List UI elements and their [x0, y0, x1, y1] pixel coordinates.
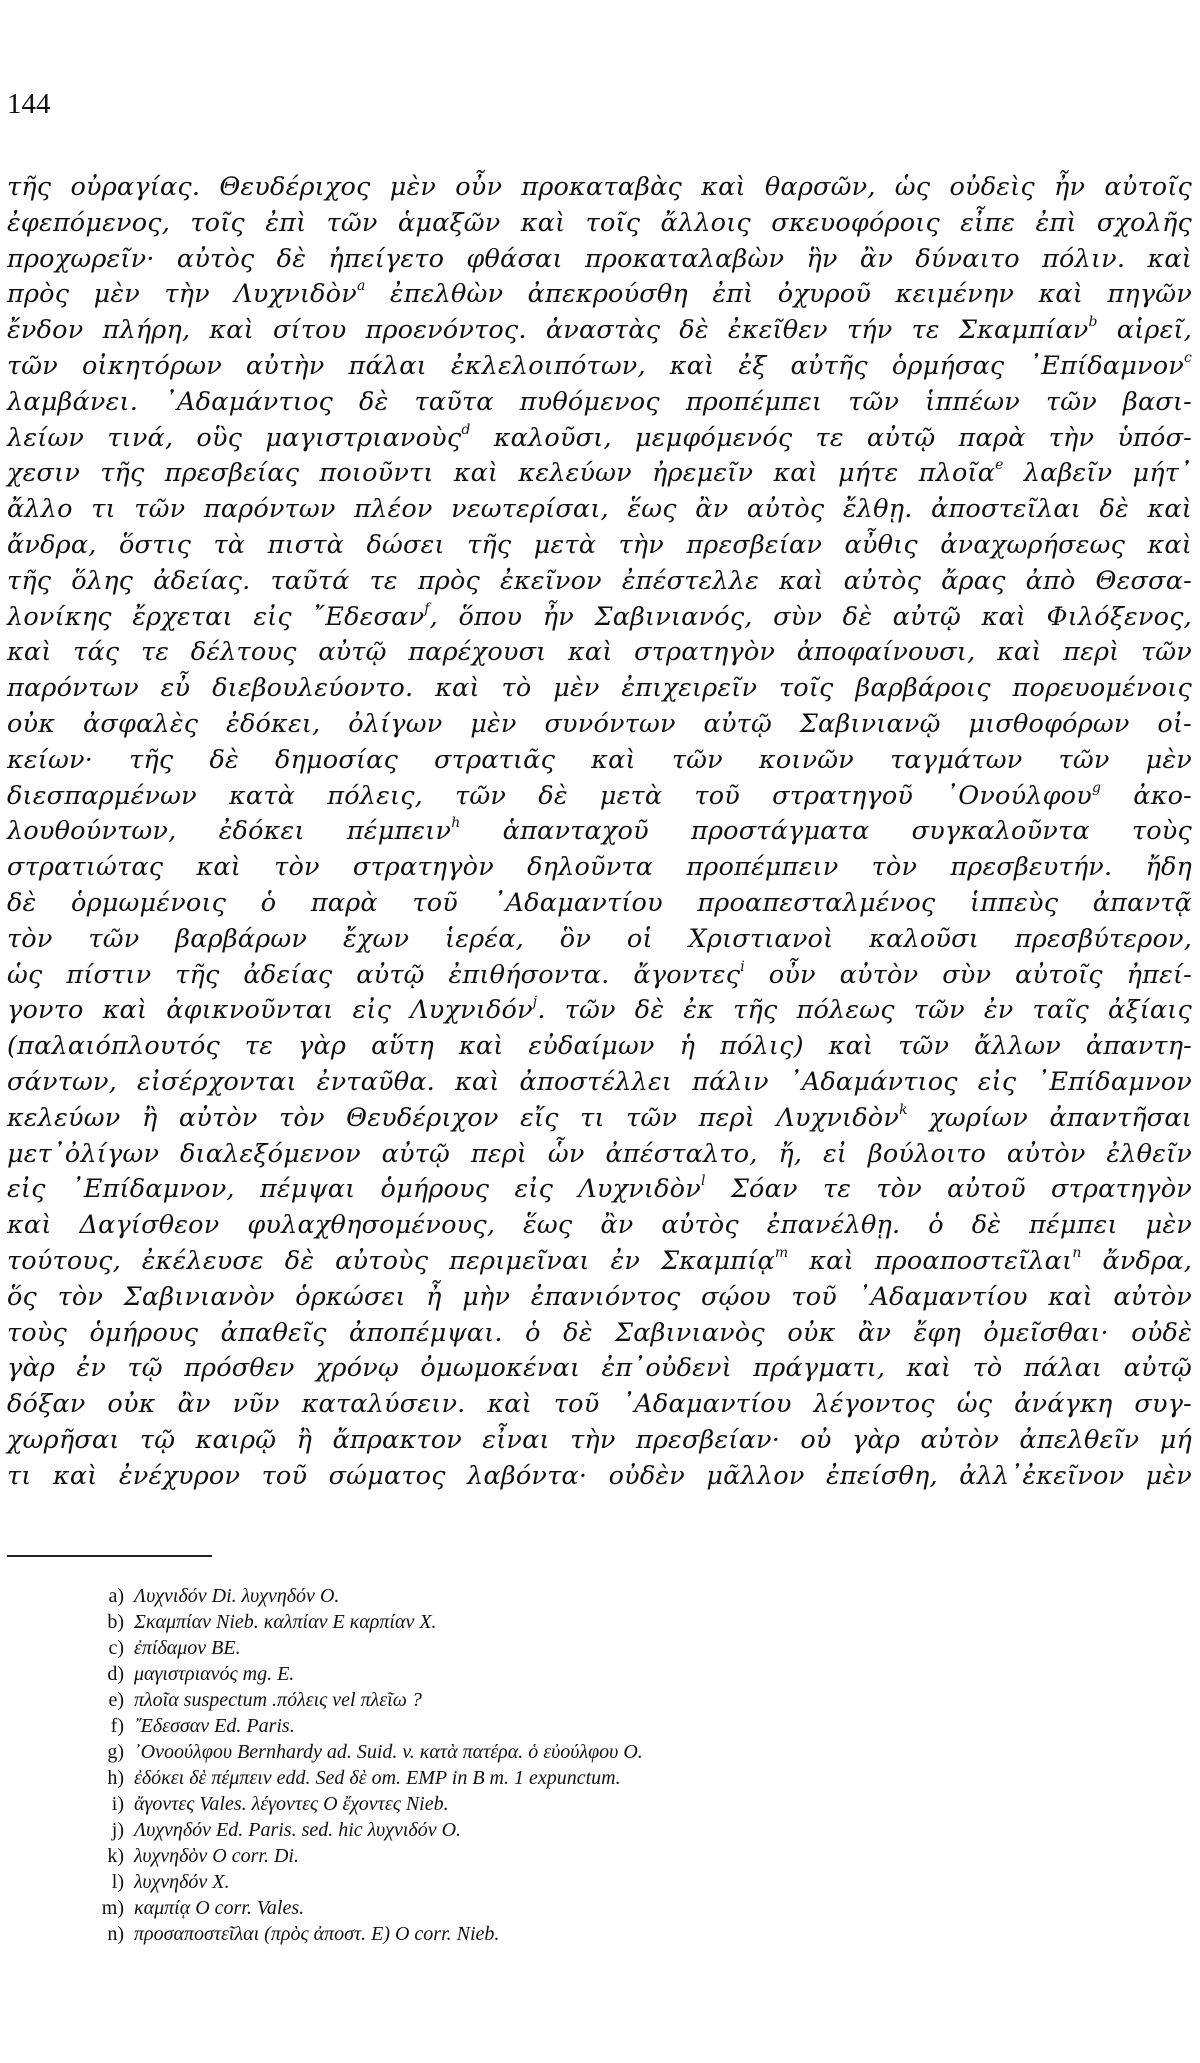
footnote-marker: i	[740, 958, 745, 975]
text-line	[7, 1316, 1192, 1352]
text-segment: σάντων, εἰσέρχονται ἐνταῦθα. καὶ ἀποστέλλει πάλιν ᾿Αδαμάντιος εἰς ᾿Επίδαμνον	[7, 1066, 1192, 1097]
text-segment: τῆς ὅλης ἀδείας. ταῦτά τε πρὸς ἐκεῖνον ἐπέστελλε καὶ αὐτὸς ἄρας ἀπὸ Θεσσα-	[7, 565, 1192, 596]
footnote-text: Σκαμπίαν Nieb. καλπίαν E καρπίαν X.	[134, 1611, 437, 1633]
footnote	[80, 1817, 1080, 1843]
footnote-marker: c	[1183, 349, 1192, 366]
footnote-label: i)	[111, 1793, 124, 1815]
text-segment: γοντο καὶ ἀφικνοῦνται εἰς Λυχνιδόν	[7, 995, 533, 1026]
text-line	[7, 958, 1192, 994]
footnote	[80, 1687, 1080, 1713]
footnote-label: n)	[107, 1923, 124, 1945]
text-line	[7, 850, 1192, 886]
text-line	[7, 707, 1192, 743]
footnote-label: a)	[108, 1585, 124, 1607]
text-line	[7, 743, 1192, 779]
text-line	[7, 814, 1192, 850]
text-segment: ἁπανταχοῦ προστάγματα συγκαλοῦντα τοὺς	[460, 816, 1192, 847]
page-number: 144	[7, 88, 51, 120]
footnote-divider	[7, 1555, 212, 1557]
text-segment: οὖν αὐτὸν σὺν αὐτοῖς ἠπεί-	[744, 959, 1192, 990]
footnote-label: k)	[107, 1845, 124, 1867]
text-line	[7, 170, 1192, 206]
text-segment: εἰς ᾿Επίδαμνον, πέμψαι ὁμήρους εἰς Λυχνιδὸν	[7, 1174, 701, 1205]
footnote-marker: f	[424, 600, 430, 617]
footnote-label: b)	[107, 1611, 124, 1633]
text-segment: δόξαν οὐκ ἂν νῦν καταλύσειν. καὶ τοῦ ᾿Αδαμαντίου λέγοντος ὡς ἀνάγκη συγ-	[7, 1389, 1192, 1420]
text-segment: (παλαιόπλουτός τε γὰρ αὕτη καὶ εὐδαίμων ἡ πόλις) καὶ τῶν ἄλλων ἀπαντη-	[7, 1031, 1192, 1062]
text-segment: , ὅπου ἦν Σαβινιανός, σὺν δὲ αὐτῷ καὶ Φιλόξενος,	[429, 601, 1192, 632]
footnote	[80, 1609, 1080, 1635]
footnote	[80, 1869, 1080, 1895]
text-segment: ἐπελθὼν ἀπεκρούσθη ἐπὶ ὀχυροῦ κειμένην καὶ πηγῶν	[365, 279, 1192, 310]
footnote-marker: k	[899, 1101, 908, 1118]
footnote-marker: n	[1072, 1244, 1082, 1261]
text-segment: τῆς οὐραγίας. Θευδέριχος μὲν οὖν προκαταβὰς καὶ θαρσῶν, ὡς οὐδεὶς ἦν αὐτοῖς	[7, 172, 1192, 202]
text-line	[7, 1351, 1192, 1387]
text-segment: λαβεῖν μήτ᾿	[1003, 458, 1192, 489]
footnote	[80, 1895, 1080, 1921]
footnote-marker: l	[700, 1173, 706, 1190]
footnote-label: c)	[108, 1637, 124, 1659]
footnote-label: m)	[101, 1897, 124, 1919]
text-segment: κείων· τῆς δὲ δημοσίας στρατιᾶς καὶ τῶν κοινῶν ταγμάτων τῶν μὲν	[7, 744, 1192, 775]
footnote-label: h)	[107, 1767, 124, 1789]
text-segment: πρὸς μὲν τὴν Λυχνιδὸν	[7, 279, 357, 310]
footnote-text: ἄγοντες Vales. λέγοντες O ἔχοντες Nieb.	[134, 1793, 449, 1815]
footnote-text: ῎Εδεσσαν Ed. Paris.	[134, 1715, 295, 1737]
text-segment: προχωρεῖν· αὐτὸς δὲ ἠπείγετο φθάσαι προκαταλαβὼν ἣν ἂν δύναιτο πόλιν. καὶ	[7, 243, 1192, 274]
footnote	[80, 1765, 1080, 1791]
text-segment: ὡς πίστιν τῆς ἀδείας αὐτῷ ἐπιθήσοντα. ἄγοντες	[7, 959, 741, 990]
footnote-label: l)	[111, 1871, 124, 1893]
text-segment: . τῶν δὲ ἐκ τῆς πόλεως τῶν ἐν ταῖς ἀξίαις	[537, 995, 1192, 1026]
text-line	[7, 671, 1192, 707]
text-segment: χωρῆσαι τῷ καιρῷ ἢ ἄπρακτον εἶναι τὴν πρεσβείαν· οὐ γὰρ αὐτὸν ἀπελθεῖν μή	[7, 1424, 1192, 1455]
text-segment: ἄνδρα, ὅστις τὰ πιστὰ δώσει τῆς μετὰ τὴν πρεσβείαν αὖθις ἀναχωρήσεως καὶ	[7, 529, 1192, 560]
text-segment: ὅς τὸν Σαβινιανὸν ὁρκώσει ἦ μὴν ἐπανιόντος σῴου τοῦ ᾿Αδαμαντίου καὶ αὐτὸν	[7, 1281, 1192, 1312]
text-segment: κελεύων ἢ αὐτὸν τὸν Θευδέριχον εἴς τι τῶν περὶ Λυχνιδὸν	[7, 1102, 900, 1133]
text-line	[7, 1029, 1192, 1065]
text-line	[7, 385, 1192, 421]
text-segment: ἔνδον πλήρη, καὶ σίτου προενόντος. ἀναστὰς δὲ ἐκεῖθεν τήν τε Σκαμπίαν	[7, 315, 1089, 346]
text-segment: λουθούντων, ἐδόκει πέμπειν	[7, 816, 452, 847]
text-segment: οὐκ ἀσφαλὲς ἐδόκει, ὀλίγων μὲν συνόντων αὐτῷ Σαβινιανῷ μισθοφόρων οἰ-	[7, 708, 1192, 739]
text-segment: ἀκο-	[1101, 780, 1192, 811]
footnote	[80, 1713, 1080, 1739]
footnote-label: e)	[108, 1689, 124, 1711]
text-line	[7, 1423, 1192, 1459]
text-line	[7, 206, 1192, 242]
text-segment: λαμβάνει. ᾿Αδαμάντιος δὲ ταῦτα πυθόμενος προπέμπει τῶν ἱππέων τῶν βασι-	[7, 386, 1192, 417]
text-segment: λείων τινά, οὓς μαγιστριανοὺς	[7, 422, 462, 453]
footnote	[80, 1791, 1080, 1817]
text-segment: ἄνδρα,	[1081, 1245, 1193, 1276]
footnote-label: f)	[110, 1715, 124, 1737]
footnote-text: ἐπίδαμον BE.	[134, 1637, 241, 1659]
text-line	[7, 242, 1192, 278]
text-segment: καὶ προαποστεῖλαι	[788, 1245, 1073, 1276]
text-segment: παρόντων εὖ διεβουλεύοντο. καὶ τὸ μὲν ἐπιχειρεῖν τοῖς βαρβάροις πορευομένοις	[7, 673, 1192, 704]
footnote	[80, 1843, 1080, 1869]
footnote	[80, 1635, 1080, 1661]
text-segment: στρατιώτας καὶ τὸν στρατηγὸν δηλοῦντα προπέμπειν τὸν πρεσβευτήν. ἤδη	[7, 852, 1192, 883]
footnote-text: καμπίᾳ O corr. Vales.	[134, 1897, 305, 1919]
footnote-text: ἐδόκει δὲ πέμπειν edd. Sed δὲ om. EMP in B m. 1 expunctum.	[134, 1767, 621, 1789]
text-line	[7, 313, 1192, 349]
footnote-text: ᾿Ονοούλφου Bernhardy ad. Suid. v. κατὰ πατέρα. ὁ εὐούλφου O.	[134, 1741, 643, 1763]
text-segment: ἄλλο τι τῶν παρόντων πλέον νεωτερίσαι, ἕως ἂν αὐτὸς ἔλθῃ. ἀποστεῖλαι δὲ καὶ	[7, 494, 1192, 525]
text-line	[7, 421, 1192, 457]
text-segment: Σόαν τε τὸν αὐτοῦ στρατηγὸν	[705, 1174, 1193, 1205]
footnote-marker: m	[774, 1244, 789, 1261]
footnote	[80, 1661, 1080, 1687]
text-line	[7, 1387, 1192, 1423]
footnote-text: προσαποστεῖλαι (πρὸς ἀποστ. E) O corr. Nieb.	[134, 1923, 500, 1945]
footnote-marker: j	[532, 994, 538, 1011]
text-segment: χεσιν τῆς πρεσβείας ποιοῦντι καὶ κελεύων ἠρεμεῖν καὶ μήτε πλοῖα	[7, 458, 996, 489]
footnote-marker: a	[356, 278, 366, 295]
text-line	[7, 1208, 1192, 1244]
footnote	[80, 1921, 1080, 1947]
text-line	[7, 922, 1192, 958]
footnote-marker: d	[461, 421, 471, 438]
footnote-marker: e	[995, 457, 1004, 474]
text-line	[7, 528, 1192, 564]
text-line	[7, 1172, 1192, 1208]
text-segment: καλοῦσι, μεμφόμενός τε αὐτῷ παρὰ τὴν ὑπόσ-	[470, 422, 1192, 453]
text-segment: χωρίων ἀπαντῆσαι	[907, 1102, 1192, 1133]
text-line	[7, 1244, 1192, 1280]
footnote-marker: b	[1088, 314, 1098, 331]
text-segment: αἱρεῖ,	[1097, 315, 1192, 346]
footnote-text: μαγιστριανός mg. E.	[134, 1663, 295, 1685]
footnote-text: Λυχνηδόν Ed. Paris. sed. hic λυχνιδόν O.	[134, 1819, 462, 1841]
footnote-text: πλοῖα suspectum .πόλεις vel πλεῖω ?	[134, 1689, 422, 1711]
footnote-label: j)	[111, 1819, 124, 1841]
text-segment: τῶν οἰκητόρων αὐτὴν πάλαι ἐκλελοιπότων, καὶ ἐξ αὐτῆς ὁρμήσας ᾿Επίδαμνον	[7, 350, 1184, 381]
text-line	[7, 1065, 1192, 1101]
text-segment: τὸν τῶν βαρβάρων ἔχων ἱερέα, ὃν οἱ Χριστιανοὶ καλοῦσι πρεσβύτερον,	[7, 923, 1192, 954]
text-line	[7, 1459, 1192, 1495]
text-segment: τι καὶ ἐνέχυρον τοῦ σώματος λαβόντα· οὐδὲν μᾶλλον ἐπείσθη, ἀλλ᾿ἐκεῖνον μὲν	[7, 1460, 1192, 1491]
text-segment: λονίκης ἔρχεται εἰς ῎Εδεσαν	[7, 601, 425, 632]
text-line	[7, 564, 1192, 600]
text-line	[7, 277, 1192, 313]
footnote	[80, 1739, 1080, 1765]
text-segment: γὰρ ἐν τῷ πρόσθεν χρόνῳ ὀμωμοκέναι ἐπ᾿οὐδενὶ πράγματι, καὶ τὸ πάλαι αὐτῷ	[7, 1353, 1192, 1384]
text-segment: δὲ ὁρμωμένοις ὁ παρὰ τοῦ ᾿Αδαμαντίου προαπεσταλμένος ἱππεὺς ἀπαντᾷ	[7, 887, 1192, 918]
text-line	[7, 492, 1192, 528]
text-line	[7, 349, 1192, 385]
text-segment: καὶ Δαγίσθεον φυλαχθησομένους, ἕως ἂν αὐτὸς ἐπανέλθῃ. ὁ δὲ πέμπει μὲν	[7, 1210, 1192, 1241]
text-line	[7, 456, 1192, 492]
footnote-label: g)	[107, 1741, 124, 1763]
text-line	[7, 1137, 1192, 1173]
text-line	[7, 1101, 1192, 1137]
footnote-text: λυχνηδόν X.	[134, 1871, 230, 1893]
footnote-marker: h	[451, 815, 461, 832]
footnote-label: d)	[107, 1663, 124, 1685]
text-line	[7, 993, 1192, 1029]
text-line	[7, 886, 1192, 922]
text-segment: τοὺς ὁμήρους ἀπαθεῖς ἀποπέμψαι. ὁ δὲ Σαβινιανὸς οὐκ ἂν ἔφη ὀμεῖσθαι· οὐδὲ	[7, 1317, 1192, 1348]
main-text	[7, 170, 1192, 1494]
text-segment: διεσπαρμένων κατὰ πόλεις, τῶν δὲ μετὰ τοῦ στρατηγοῦ ᾿Ονούλφου	[7, 780, 1092, 811]
footnote-text: Λυχνιδόν Di. λυχνηδόν O.	[134, 1585, 340, 1607]
text-segment: ἐφεπόμενος, τοῖς ἐπὶ τῶν ἁμαξῶν καὶ τοῖς ἄλλοις σκευοφόροις εἶπε ἐπὶ σχολῆς	[7, 207, 1192, 238]
text-line	[7, 635, 1192, 671]
footnote-text: λυχνηδὸν O corr. Di.	[134, 1845, 299, 1867]
text-segment: καὶ τάς τε δέλτους αὐτῷ παρέχουσι καὶ στρατηγὸν ἀποφαίνουσι, καὶ περὶ τῶν	[7, 637, 1192, 668]
footnotes	[80, 1583, 1080, 1947]
footnote-marker: g	[1091, 779, 1102, 796]
text-line	[7, 600, 1192, 636]
text-line	[7, 779, 1192, 815]
footnote	[80, 1583, 1080, 1609]
text-line	[7, 1280, 1192, 1316]
text-segment: μετ᾿ὀλίγων διαλεξόμενον αὐτῷ περὶ ὧν ἀπέσταλτο, ἤ, εἰ βούλοιτο αὐτὸν ἐλθεῖν	[7, 1138, 1192, 1169]
text-segment: τούτους, ἐκέλευσε δὲ αὐτοὺς περιμεῖναι ἐν Σκαμπίᾳ	[7, 1245, 775, 1276]
